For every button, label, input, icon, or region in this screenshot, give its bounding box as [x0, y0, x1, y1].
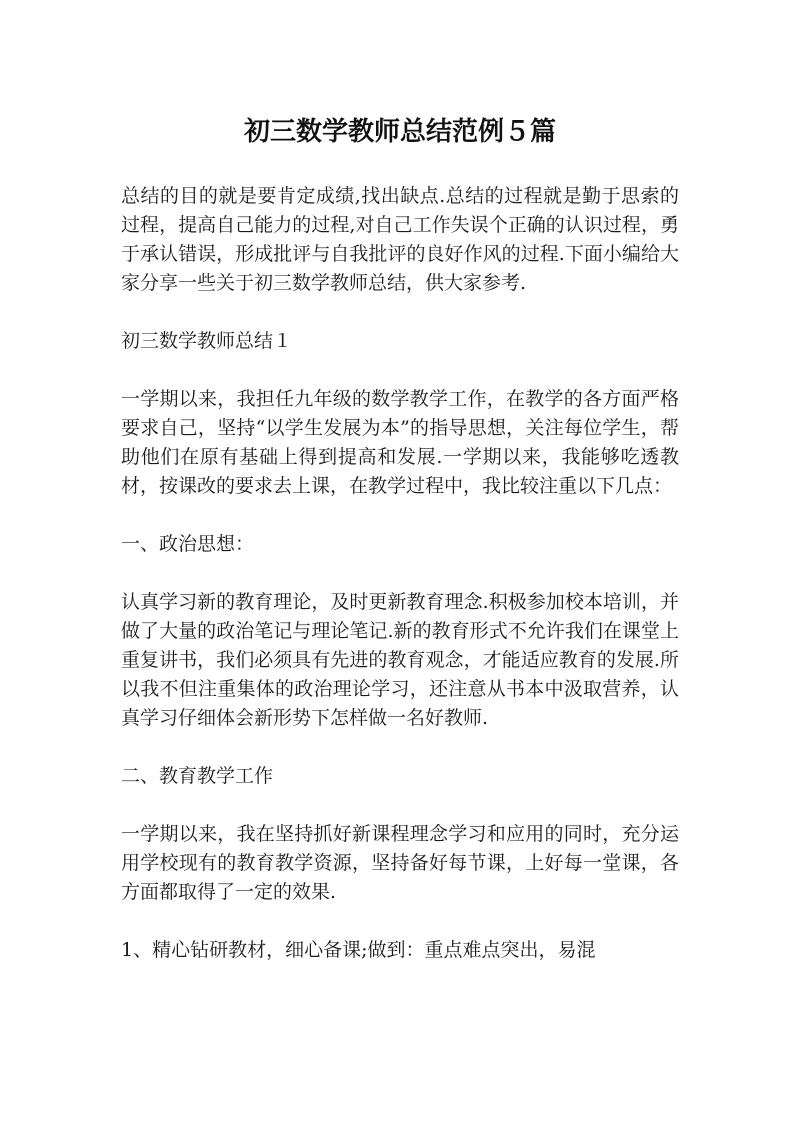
- section-heading-summary-1: 初三数学教师总结１: [121, 330, 293, 352]
- paragraph-spacer: [121, 559, 679, 588]
- document-title: 初三数学教师总结范例５篇: [243, 117, 556, 147]
- paragraph-spacer: [121, 298, 679, 327]
- paragraph-spacer: [121, 907, 679, 936]
- section-heading-political: 一、政治思想：: [121, 533, 255, 555]
- paragraph-spacer: [121, 356, 679, 385]
- section-heading-teaching: 二、教育教学工作: [121, 765, 274, 787]
- paragraph-spacer: [121, 501, 679, 530]
- paragraph-semester-overview: 一学期以来，我担任九年级的数学教学工作，在教学的各方面严格要求自己，坚持“以学生发展为本”的指导思想，关注每位学生，帮助他们在原有基础上得到提高和发展.一学期以来，我能够吃透教材，按课改的要求去上课，在教学过程中，我比较注重以下几点：: [121, 388, 679, 497]
- paragraph-spacer: [121, 791, 679, 820]
- paragraph-intro: 总结的目的就是要肯定成绩,找出缺点.总结的过程就是勤于思索的过程，提高自己能力的过程,对自己工作失误个正确的认识过程，勇于承认错误，形成批评与自我批评的良好作风的过程.下面小编给大家分享一些关于初三数学教师总结，供大家参考.: [121, 185, 679, 294]
- paragraph-lesson-prep: 1、精心钻研教材，细心备课;做到：重点难点突出，易混: [121, 939, 596, 961]
- paragraph-teaching-work: 一学期以来，我在坚持抓好新课程理念学习和应用的同时，充分运用学校现有的教育教学资源，坚持备好每节课，上好每一堂课，各方面都取得了一定的效果.: [121, 823, 679, 903]
- paragraph-spacer: [121, 733, 679, 762]
- paragraph-political-thought: 认真学习新的教育理论，及时更新教育理念.积极参加校本培训，并做了大量的政治笔记与理论笔记.新的教育形式不允许我们在课堂上重复讲书，我们必须具有先进的教育观念，才能适应教育的发展.所以我不但注重集体的政治理论学习，还注意从书本中汲取营养，认真学习仔细体会新形势下怎样做一名好教师.: [121, 591, 679, 729]
- document-body: [121, 182, 679, 965]
